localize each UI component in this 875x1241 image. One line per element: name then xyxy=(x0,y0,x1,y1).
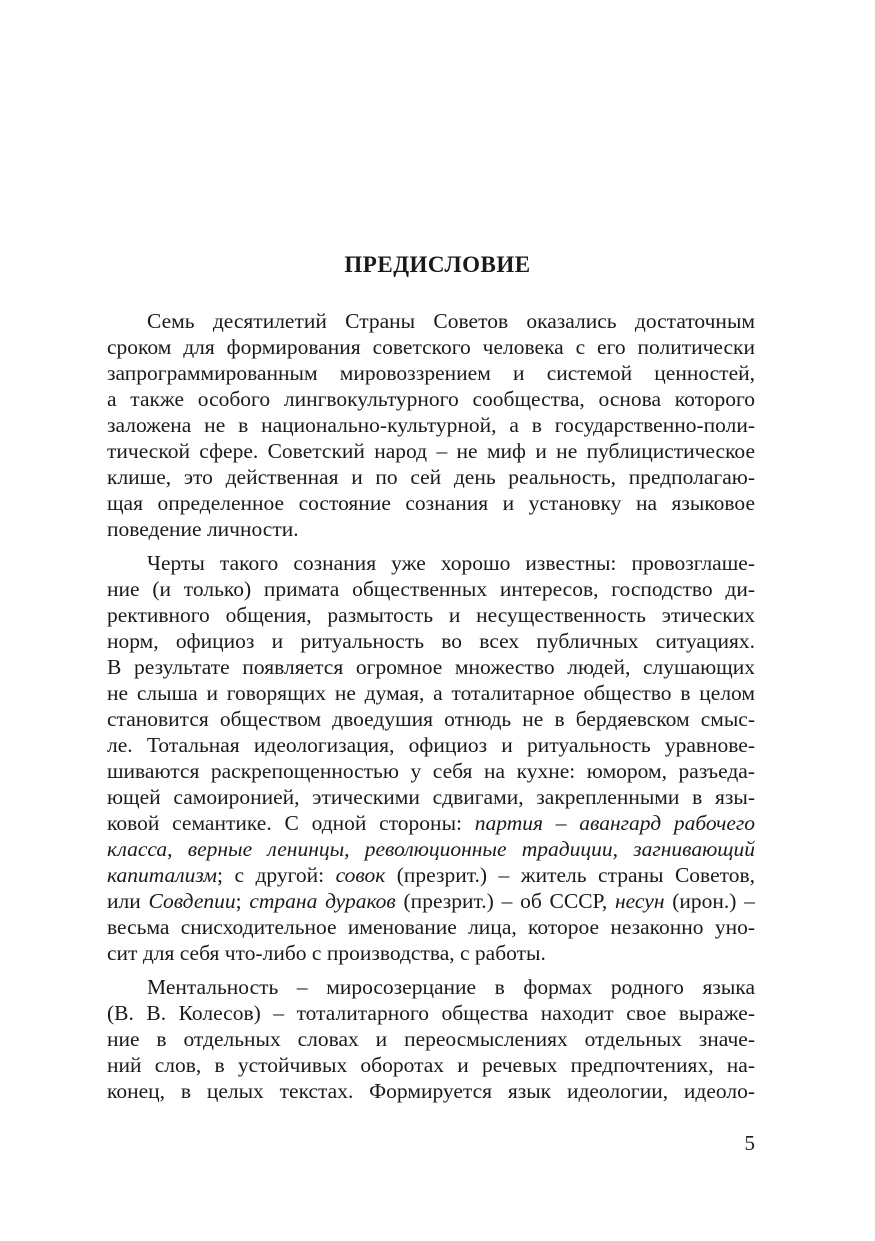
text-line: заложена не в национально-культурной, а в государственно-поли- xyxy=(107,413,755,437)
italic-phrase: Совдепии xyxy=(148,889,236,913)
text-line: шиваются раскрепощенностью у себя на кухне: юмором, разъеда- xyxy=(107,759,755,783)
text-line: конец, в целых текстах. Формируется язык идеологии, идеоло- xyxy=(107,1079,755,1103)
body-text xyxy=(107,308,755,1104)
text-line: ний слов, в устойчивых оборотах и речевых предпочтениях, на- xyxy=(107,1053,755,1077)
text-line: рективного общения, размытость и несущественность этических xyxy=(107,603,755,627)
text-line: Семь десятилетий Страны Советов оказались достаточным xyxy=(147,309,755,333)
text-line: поведение личности. xyxy=(107,517,299,541)
text-line: (В. В. Колесов) – тоталитарного общества находит свое выраже- xyxy=(107,1001,755,1025)
text-line: В результате появляется огромное множество людей, слушающих xyxy=(107,655,755,679)
paragraph xyxy=(107,308,755,542)
italic-phrase: совок xyxy=(335,863,386,887)
italic-phrase: класса, верные ленинцы, революционные традиции, загнивающий xyxy=(107,837,755,861)
italic-phrase: несун xyxy=(614,889,665,913)
page-number: 5 xyxy=(744,1131,755,1155)
text-line: весьма снисходительное именование лица, которое незаконно уно- xyxy=(107,915,755,939)
italic-phrase: партия – авангард рабочего xyxy=(474,811,755,835)
text-line: норм, официоз и ритуальность во всех публичных ситуациях. xyxy=(107,629,755,653)
text-line: ковой семантике. С одной стороны: партия – авангард рабочего xyxy=(107,811,755,835)
text-line xyxy=(107,836,755,862)
text-line: не слыша и говорящих не думая, а тоталитарное общество в целом xyxy=(107,681,755,705)
italic-phrase: страна дураков xyxy=(249,889,396,913)
text-line: или Совдепии; страна дураков (презрит.) – об СССР, несун (ирон.) – xyxy=(107,889,755,913)
text-line: капитализм; с другой: совок (презрит.) – житель страны Советов, xyxy=(107,863,755,887)
italic-phrase: капитализм xyxy=(107,863,218,887)
text-line: тической сфере. Советский народ – не миф и не публицистическое xyxy=(107,439,755,463)
text-line: ле. Тотальная идеологизация, официоз и ритуальность уравнове- xyxy=(107,733,755,757)
text-line: запрограммированным мировоззрением и системой ценностей, xyxy=(107,361,755,385)
text-line: ние в отдельных словах и переосмыслениях отдельных значе- xyxy=(107,1027,755,1051)
text-line: а также особого лингвокультурного сообщества, основа которого xyxy=(107,387,755,411)
paragraph xyxy=(107,974,755,1104)
text-line: становится обществом двоедушия отнюдь не в бердяевском смыс- xyxy=(107,707,755,731)
text-line: сит для себя что-либо с производства, с работы. xyxy=(107,941,546,965)
text-line: Черты такого сознания уже хорошо известны: провозглаше- xyxy=(147,551,755,575)
chapter-heading: ПРЕДИСЛОВИЕ xyxy=(344,252,531,277)
text-line: щая определенное состояние сознания и установку на языковое xyxy=(107,491,755,515)
text-line: Ментальность – миросозерцание в формах родного языка xyxy=(147,975,755,999)
text-line: клише, это действенная и по сей день реальность, предполагаю- xyxy=(107,465,755,489)
text-line: ющей самоиронией, этическими сдвигами, закрепленными в язы- xyxy=(107,785,755,809)
text-line: сроком для формирования советского человека с его политически xyxy=(107,335,755,359)
text-line: ние (и только) примата общественных интересов, господство ди- xyxy=(107,577,755,601)
paragraph xyxy=(107,550,755,966)
